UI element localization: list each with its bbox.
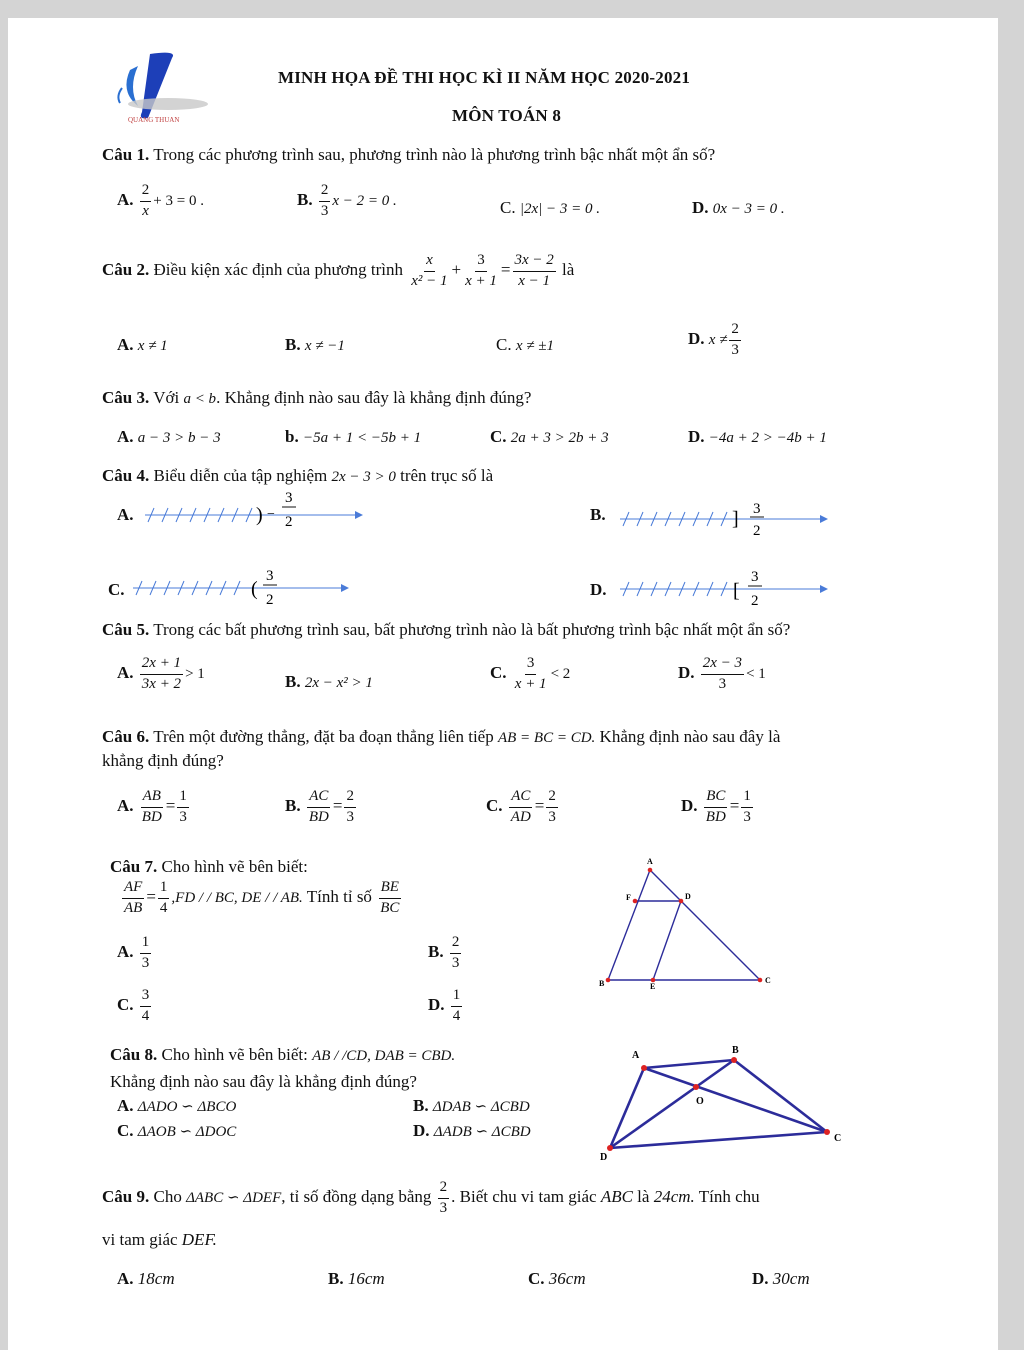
q5-option-a[interactable]: A. $\frac{2x + 1}{3x + 2}$ > 1 <box>117 655 205 692</box>
school-logo <box>108 48 213 126</box>
q1-option-d[interactable]: D. 0x − 3 = 0 . <box>692 198 785 217</box>
q7-segment-ac <box>650 870 760 980</box>
q3-option-c[interactable]: C. 2a + 3 > 2b + 3 <box>490 427 609 446</box>
q8-segment-bc <box>734 1060 827 1132</box>
q7-label-b: B <box>599 979 605 988</box>
q8-label-a: A <box>632 1050 640 1061</box>
q7-stem: Câu 7. Cho hình vẽ bên biết: <box>110 857 308 876</box>
q7-segment-de <box>653 901 681 980</box>
q6-stem-line2: khẳng định đúng? <box>102 751 224 770</box>
q9-stem: Câu 9. Cho ΔABC ∽ ΔDEF, tỉ số đồng dạng bằng $\frac{2}{3}$ . Biết chu vi tam giác ABC là 24cm. Tính chu <box>102 1179 760 1216</box>
q4-option-a-label[interactable]: A. <box>117 505 134 524</box>
q7-label-e: E <box>650 982 656 991</box>
q8-stem: Câu 8. Cho hình vẽ bên biết: AB / /CD, DAB = CBD. <box>110 1045 456 1064</box>
q7-label-c: C <box>765 976 771 985</box>
q8-label-o: O <box>696 1096 704 1107</box>
q2-stem: Câu 2. Điều kiện xác định của phương trình $\frac{x}{\text{x² − 1}}$ + $\frac{3}{x + 1}$ = $\frac{3x - 2}{x - 1}$ là <box>102 252 575 289</box>
q4-c-num: 3 <box>266 568 274 584</box>
q4-option-a-numberline[interactable] <box>140 488 370 536</box>
q1-option-a[interactable]: A. $\frac{2}{x}$ + 3 = 0 . <box>117 182 204 219</box>
q6-option-b[interactable]: B. $\frac{AC}{BD}$ = $\frac{2}{3}$ <box>285 788 354 825</box>
q4-option-b-label[interactable]: B. <box>590 505 606 524</box>
q5-option-c[interactable]: C. $\frac{3}{x + 1}$ < 2 <box>490 655 571 692</box>
q7-label-d: D <box>685 892 691 901</box>
q3-option-a[interactable]: A. a − 3 > b − 3 <box>117 427 221 446</box>
q9-option-d[interactable]: D. 30cm <box>752 1269 810 1288</box>
q8-label-d: D <box>600 1152 608 1163</box>
q2-option-d[interactable]: D. x ≠ $\frac{2}{3}$ <box>688 321 739 358</box>
q2-option-b[interactable]: B. x ≠ −1 <box>285 335 345 354</box>
q6-stem: Câu 6. Trên một đường thẳng, đặt ba đoạn thẳng liên tiếp AB = BC = CD. Khẳng định nào sau đây là <box>102 727 781 746</box>
q5-option-b[interactable]: B. 2x − x² > 1 <box>285 672 373 691</box>
q4-a-bracket: ) <box>256 504 263 526</box>
q4-a-minus: − <box>267 507 275 522</box>
q8-segment-dc <box>610 1132 827 1148</box>
q4-b-den: 2 <box>753 523 761 539</box>
q5-stem: Câu 5. Trong các bất phương trình sau, bất phương trình nào là bất phương trình bậc nhất một ẩn số? <box>102 620 791 639</box>
q9-option-a[interactable]: A. 18cm <box>117 1269 175 1288</box>
q9-option-b[interactable]: B. 16cm <box>328 1269 385 1288</box>
q3-option-b[interactable]: b. −5a + 1 < −5b + 1 <box>285 427 422 446</box>
q9-option-c[interactable]: C. 36cm <box>528 1269 586 1288</box>
exam-title: MINH HỌA ĐỀ THI HỌC KÌ II NĂM HỌC 2020-2021 <box>278 68 691 87</box>
q8-option-b[interactable]: B. ΔDAB ∽ ΔCBD <box>413 1096 530 1115</box>
q9-stem-line2: vi tam giác DEF. <box>102 1230 217 1249</box>
q8-label-c: C <box>834 1133 842 1144</box>
q8-segment-ac <box>644 1068 827 1132</box>
q3-stem: Câu 3. Với a < b. Khẳng định nào sau đây là khẳng định đúng? <box>102 388 532 407</box>
q7-segment-ab <box>608 870 650 980</box>
q6-option-d[interactable]: D. $\frac{BC}{BD}$ = $\frac{1}{3}$ <box>681 788 751 825</box>
q8-segment-ab <box>644 1060 734 1068</box>
q8-option-a[interactable]: A. ΔADO ∽ ΔBCO <box>117 1096 237 1115</box>
q4-option-c-numberline[interactable] <box>128 562 358 612</box>
q7-triangle-figure <box>590 855 780 995</box>
q8-label-b: B <box>732 1045 739 1056</box>
q4-d-num: 3 <box>751 569 759 585</box>
q7-condition: $\frac{AF}{AB}$ = $\frac{1}{4}$ ,FD / / BC, DE / / AB. Tính tỉ số $\frac{BE}{BC}$ <box>124 879 400 916</box>
q2-option-a[interactable]: A. x ≠ 1 <box>117 335 168 354</box>
q4-stem: Câu 4. Biểu diễn của tập nghiệm 2x − 3 > 0 trên trục số là <box>102 466 494 485</box>
q4-option-c-label[interactable]: C. <box>108 580 125 599</box>
q8-option-c[interactable]: C. ΔAOB ∽ ΔDOC <box>117 1121 237 1140</box>
q6-option-c[interactable]: C. $\frac{AC}{AD}$ = $\frac{2}{3}$ <box>486 788 556 825</box>
logo-text: QUANG THUAN <box>128 116 180 124</box>
q4-c-den: 2 <box>266 592 274 608</box>
q7-option-a[interactable]: A. $\frac{1}{3}$ <box>117 934 150 971</box>
q7-option-d[interactable]: D. $\frac{1}{4}$ <box>428 987 461 1024</box>
q4-b-bracket: ] <box>732 508 739 530</box>
q4-a-num: 3 <box>285 490 293 506</box>
q4-option-d-label[interactable]: D. <box>590 580 607 599</box>
q4-c-bracket: ( <box>251 578 258 600</box>
q8-stem-line2: Khẳng định nào sau đây là khẳng định đúng? <box>110 1072 417 1091</box>
q6-option-a[interactable]: A. $\frac{AB}{BD}$ = $\frac{1}{3}$ <box>117 788 187 825</box>
exam-subject: MÔN TOÁN 8 <box>452 106 562 125</box>
q7-label-a: A <box>647 857 653 866</box>
q7-option-c[interactable]: C. $\frac{3}{4}$ <box>117 987 150 1024</box>
q3-option-d[interactable]: D. −4a + 2 > −4b + 1 <box>688 427 827 446</box>
q1-option-c[interactable]: C. |2x| − 3 = 0 . <box>500 198 600 217</box>
q2-option-c[interactable]: C. x ≠ ±1 <box>496 335 554 354</box>
q4-a-den: 2 <box>285 514 293 530</box>
q7-option-b[interactable]: B. $\frac{2}{3}$ <box>428 934 460 971</box>
q8-option-d[interactable]: D. ΔADB ∽ ΔCBD <box>413 1121 531 1140</box>
q1-option-b[interactable]: B. $\frac{2}{3}$ x − 2 = 0 . <box>297 182 397 219</box>
q8-trapezoid-figure <box>592 1040 852 1170</box>
q4-option-d-numberline[interactable] <box>615 563 840 613</box>
q7-label-f: F <box>626 893 631 902</box>
q4-d-den: 2 <box>751 593 759 609</box>
q1-stem: Câu 1. Trong các phương trình sau, phương trình nào là phương trình bậc nhất một ẩn số? <box>102 145 716 164</box>
q4-option-b-numberline[interactable] <box>615 493 840 541</box>
q4-d-bracket: [ <box>733 580 740 602</box>
q4-b-num: 3 <box>753 501 761 517</box>
q5-option-d[interactable]: D. $\frac{2x - 3}{3}$ < 1 <box>678 655 766 692</box>
